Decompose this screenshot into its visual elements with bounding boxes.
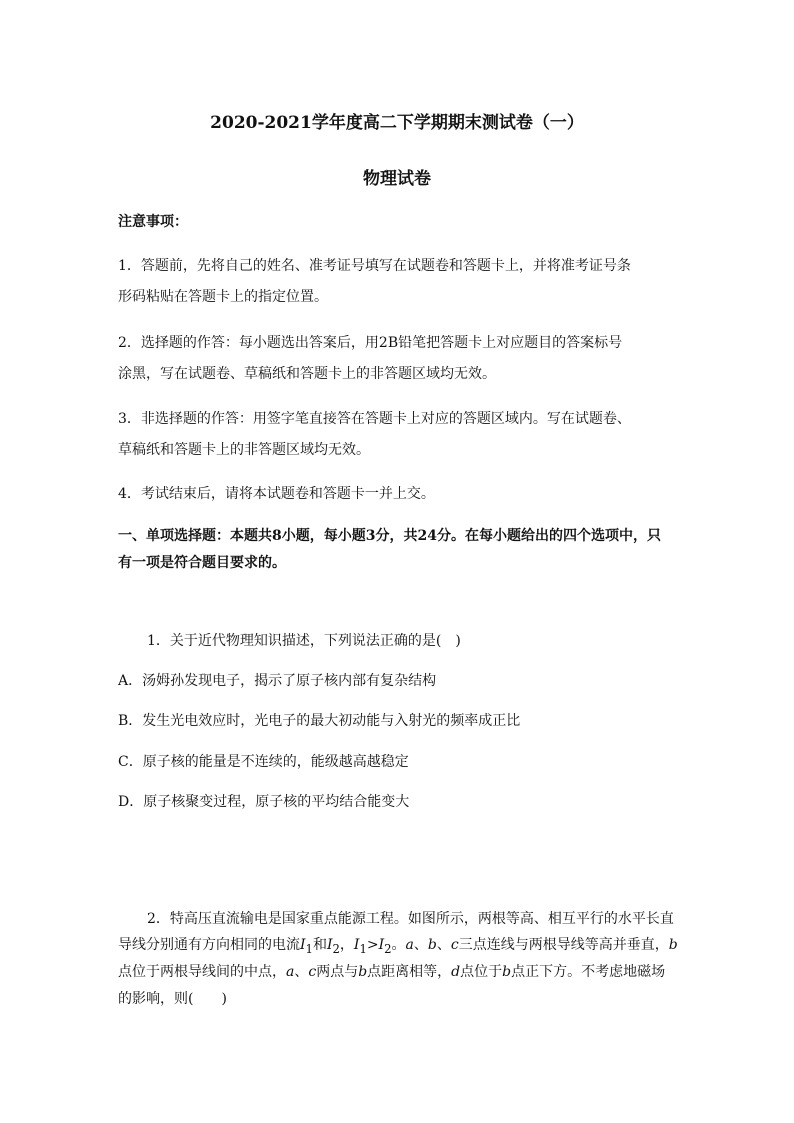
notice-item-3-line-2: 草稿纸和答题卡上的非答题区域均无效。 [118, 442, 370, 458]
notice-item-2-line-2: 涂黑，写在试题卷、草稿纸和答题卡上的非答题区域均无效。 [118, 366, 496, 382]
question-1-option-a: A．汤姆孙发现电子，揭示了原子核内部有复杂结构 [118, 673, 437, 689]
section-1-heading-line-1: 一、单项选择题：本题共8小题，每小题3分，共24分。在每小题给出的四个选项中，只 [118, 528, 661, 544]
question-1-option-d: D．原子核聚变过程，原子核的平均结合能变大 [118, 794, 410, 810]
section-1-heading-line-2: 有一项是符合题目要求的。 [118, 555, 286, 571]
question-1-option-c: C．原子核的能量是不连续的，能级越高越稳定 [118, 754, 409, 770]
question-2-line-2: 导线分别通有方向相同的电流$I_1$和$I_2$，$I_1>I_2$。a、b、c三点连线与两根导线等高并垂直，b [118, 937, 678, 956]
question-1-option-b: B．发生光电效应时，光电子的最大初动能与入射光的频率成正比 [118, 713, 521, 729]
notice-item-2-line-1: 2．选择题的作答：每小题选出答案后，用2B铅笔把答题卡上对应题目的答案标号 [118, 335, 623, 351]
notice-item-1-line-2: 形码粘贴在答题卡上的指定位置。 [118, 289, 328, 305]
notice-item-1-line-1: 1．答题前，先将自己的姓名、准考证号填写在试题卷和答题卡上，并将准考证号条 [118, 258, 631, 274]
notice-heading: 注意事项： [118, 214, 188, 230]
question-2-line-3: 点位于两根导线间的中点，a、c两点与b点距离相等，d点位于b点正下方。不考虑地磁场 [118, 964, 666, 980]
question-1-stem: 1．关于近代物理知识描述，下列说法正确的是( ) [147, 633, 461, 649]
notice-item-4: 4．考试结束后，请将本试题卷和答题卡一并上交。 [118, 486, 435, 502]
exam-subtitle: 物理试卷 [363, 169, 431, 189]
question-2-line-4: 的影响，则( ) [118, 991, 227, 1007]
exam-title: 2020-2021学年度高二下学期期末测试卷（一） [210, 113, 584, 133]
question-2-line-1: 2．特高压直流输电是国家重点能源工程。如图所示，两根等高、相互平行的水平长直 [147, 911, 674, 927]
notice-item-3-line-1: 3．非选择题的作答：用签字笔直接答在答题卡上对应的答题区域内。写在试题卷、 [118, 411, 631, 427]
